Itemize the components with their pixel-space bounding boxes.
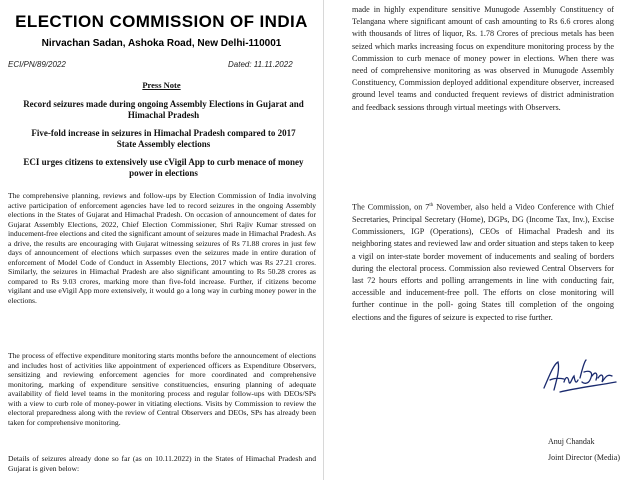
vc-text-start: The Commission, on 7 [352, 202, 430, 212]
vc-text-sup: th [429, 203, 434, 208]
right-page [323, 0, 640, 480]
org-address: Nirvachan Sadan, Ashoka Road, New Delhi-110001 [41, 38, 282, 49]
reference-number: ECI/PN/89/2022 [8, 60, 66, 69]
press-note-label: Press Note [142, 80, 181, 90]
headline-3: ECI urges citizens to extensively use cVigil App to curb menace of money power in elections [23, 157, 304, 178]
headline-2: Five-fold increase in seizures in Himachal Pradesh compared to 2017 State Assembly elections [31, 128, 296, 149]
org-title: ELECTION COMMISSION OF INDIA [15, 12, 308, 31]
signatory-name: Anuj Chandak [548, 437, 595, 446]
signatory-title: Joint Director (Media) [548, 453, 620, 462]
headline-1: Record seizures made during ongoing Assembly Elections in Gujarat and Himachal Pradesh [23, 99, 304, 120]
vc-text-rest: November, also held a Video Conference with Chief Secretaries, Principal Secretary (Home), DGPs, DG (Income Tax, Inv.), Excise Commissioners, IGP (Operations), CEOs of Himachal Pradesh and its neighboring states and reviewed law and order situation and steps taken to keep a vigil on inter-state border movement of inducements and sealing of borders during the electoral process. Commission also reviewed Central Observers for last 72 hours efforts and polling arrangements in line with conducting fair, accessible and inducement-free poll. The efforts on close monitoring will further continue in the poll- going States till completion of the ongoing elections and the figures of seizure is expected to rise further. [352, 202, 614, 322]
scanned-paragraph-video-conference [352, 200, 614, 324]
scanned-paragraph-munugode: made in highly expenditure sensitive Munugode Assembly Constituency of Telangana where significant amount of cash amounting to Rs 6.6 crores along with thousands of litres of liquor, Rs. 1.78 Crores of precious metals has been seized which marks increasing focus on expenditure monitoring process by the Commission to curb menace of money power in elections. When there was need of comprehensive monitoring as was observed in Munugode Assembly Constituency, Commission deployed additional expenditure observer, increased ground level teams and conducted frequent reviews of district administration and feedback sessions through virtual meetings with Observers. [352, 5, 614, 112]
paragraph-seizures: The comprehensive planning, reviews and follow-ups by Election Commission of India involving active participation of enforcement agencies have led to record seizures in the ongoing Assembly elections in the States of Gujarat and Himachal Pradesh. On occasion of announcement of dates for Gujarat Assembly Elections, 2022, Chief Election Commissioner, Shri Rajiv Kumar stressed on inducement-free elections and cited the significant amount of seizures made in Himachal Pradesh. As a drive, the results are encouraging with Gujarat witnessing seizures of Rs 71.88 crores in just few days of announcement of elections which surpasses even the seizures made in entire duration of enforcement of Model Code of Conduct in Assembly Elections, 2017 which was Rs 27.21 crores. Similarly, the seizures in Himachal Pradesh are also significant amounting to Rs 50.28 crores as compared to Rs 9.03 crores, marking more than five-fold increase. Further, if citizens become vigilant and use eVigil App more extensively, it would go a long way in curbing money power in the elections. [8, 191, 316, 306]
dated: Dated: 11.11.2022 [228, 60, 293, 69]
paragraph-details: Details of seizures already done so far (as on 10.11.2022) in the States of Himachal Pradesh and Gujarat is given below: [8, 454, 316, 473]
handwritten-signature [540, 352, 620, 402]
paragraph-monitoring: The process of effective expenditure monitoring starts months before the announcement of elections and includes host of activities like appointment of experienced officers as Expenditure Observers, sensitizing and reviewing enforcement agencies for more coordinated and comprehensive monitoring, marking of expenditure sensitive constituencies, ensuring planning of adequate availability of field level teams in the monitoring process and regular follow-ups with DEOs/SPs with a view to curb role of money-power in vitiating elections. Visits by Commission to review the electoral preparedness along with the review of Central Observers and DEOs, SPs has already been taken for comprehensive monitoring. [8, 351, 316, 427]
